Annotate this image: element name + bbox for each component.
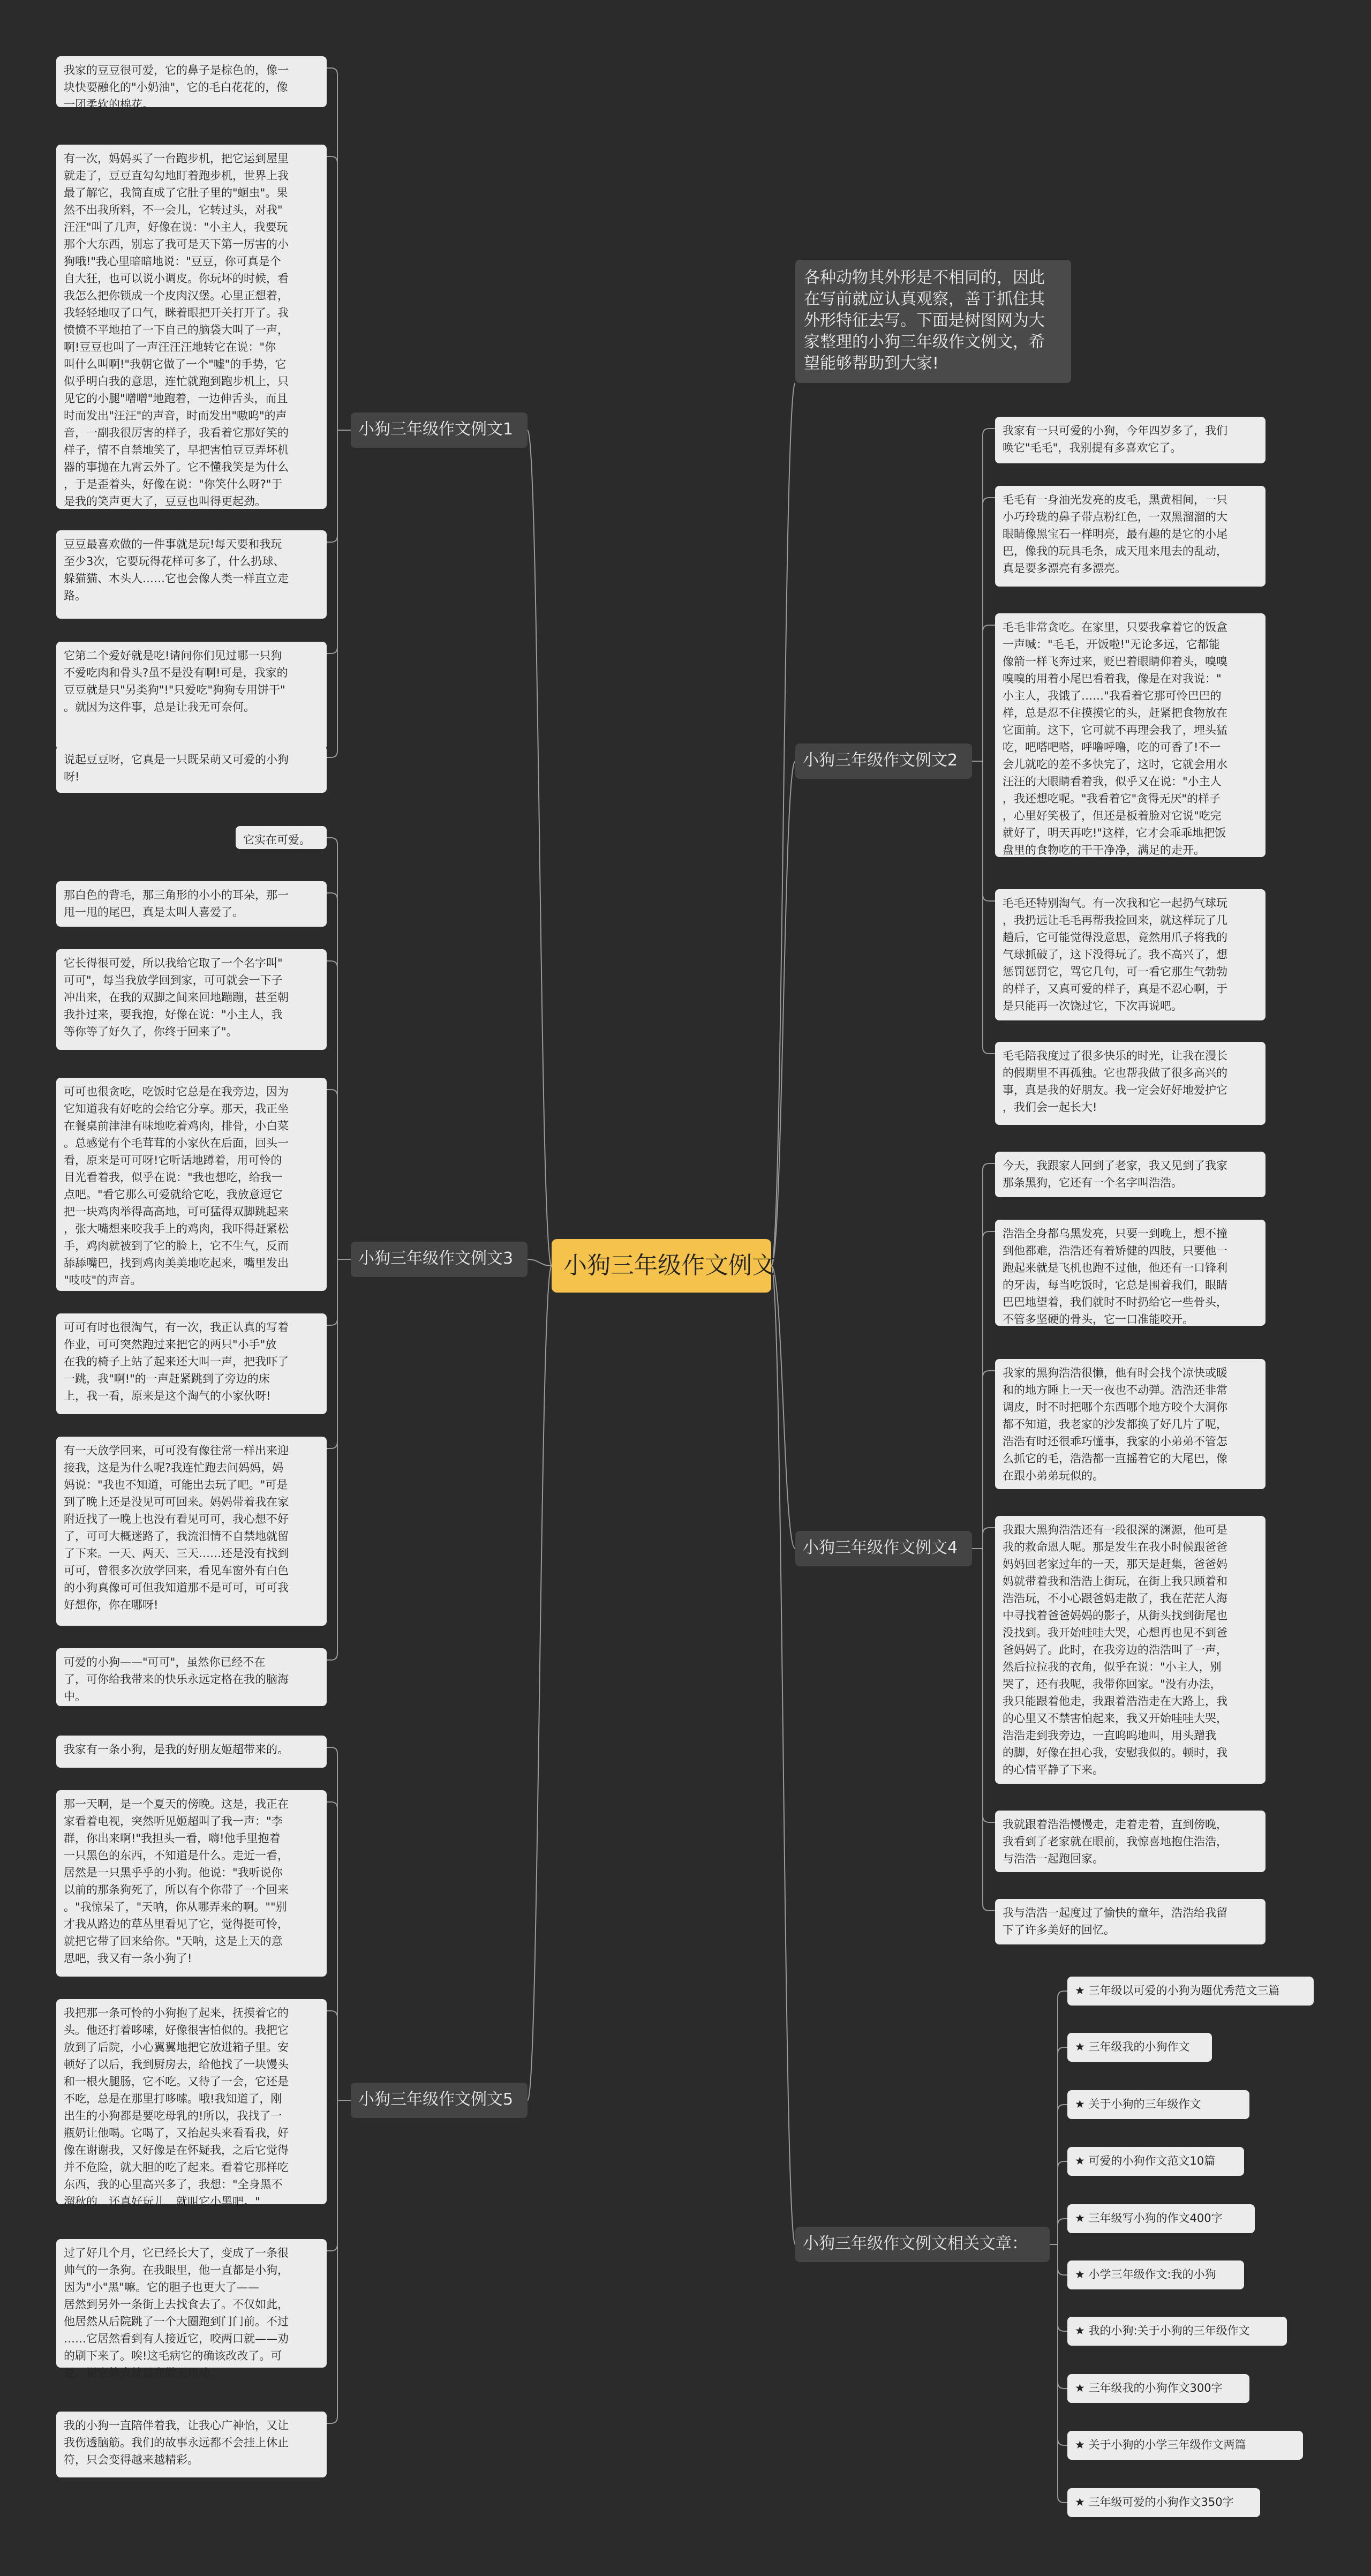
connector-line: [327, 2100, 351, 2251]
connector-line: [327, 1802, 351, 2100]
connector-line: [327, 1259, 351, 1325]
branch-essay-5[interactable]: 小狗三年级作文例文5: [351, 2083, 528, 2118]
connector-line: [972, 498, 995, 761]
branch-essay-4[interactable]: 小狗三年级作文例文4: [795, 1531, 972, 1566]
connector-line: [1050, 2105, 1067, 2244]
connector-line: [327, 1747, 351, 2100]
root-topic[interactable]: 小狗三年级作文例文: [552, 1239, 771, 1293]
connector-line: [771, 383, 795, 1266]
essay-4-paragraph-5: 我就跟着浩浩慢慢走，走着走着，直到傍晚， 我看到了老家就在眼前，我惊喜地抱住浩浩， 与浩浩一起跑回家。: [995, 1811, 1265, 1872]
connector-line: [327, 893, 351, 1259]
connector-line: [1050, 2244, 1067, 2331]
essay-1-paragraph-5: 说起豆豆呀，它真是一只既呆萌又可爱的小狗 呀!: [56, 746, 327, 793]
connector-line: [1050, 2161, 1067, 2244]
connector-line: [327, 68, 351, 430]
branch-essay-2[interactable]: 小狗三年级作文例文2: [795, 743, 972, 779]
essay-2-paragraph-2: 毛毛有一身油光发亮的皮毛，黑黄相间，一只 小巧玲珑的鼻子带点粉红色，一双黑溜溜的大 眼睛像黑宝石一样明亮，最有趣的是它的小尾 巴，像我的玩具毛条，成天甩来甩去的乱动， 真是要多漂亮有多漂亮。: [995, 486, 1265, 587]
essay-1-paragraph-1: 我家的豆豆很可爱，它的鼻子是棕色的，像一 块快要融化的"小奶油"，它的毛白花花的，像 一团柔软的棉花。: [56, 56, 327, 107]
intro-note: 各种动物其外形是不相同的，因此 在写前就应认真观察，善于抓住其 外形特征去写。下面是树图网为大 家整理的小狗三年级作文例文，希 望能够帮助到大家!: [795, 260, 1071, 383]
connector-line: [972, 1528, 995, 1549]
essay-5-paragraph-4: 过了好几个月，它已经长大了，变成了一条很 帅气的一条狗。在我眼里，他一直都是小狗， 因为"小"黑"嘛。它的胆子也更大了—— 居然到另外一条街上去找食去了。不仅如此， 他居然从后院跳了一个大圈跑到门门前。不过 ……它居然看到有人接近它，咬两口就——劝 的刷下来了。唉!这毛病它的确该改改了。可 是，说它简直就是在做无用功。: [56, 2239, 327, 2368]
connector-line: [528, 1266, 552, 2100]
essay-2-paragraph-5: 毛毛陪我度过了很多快乐的时光，让我在漫长 的假期里不再孤独。它也帮我做了很多高兴的 事，真是我的好朋友。我一定会好好地爱护它 ，我们会一起长大!: [995, 1042, 1265, 1125]
connector-line: [1050, 2244, 1067, 2503]
essay-5-paragraph-5: 我的小狗一直陪伴着我，让我心广神怡，又让 我伤透脑筋。我们的故事永远都不会挂上休止 符，只会变得越来越精彩。: [56, 2412, 327, 2477]
connector-line: [972, 1549, 995, 1822]
related-article-link[interactable]: ★ 三年级写小狗的作文400字: [1067, 2204, 1255, 2233]
connector-line: [972, 625, 995, 761]
essay-5-paragraph-3: 我把那一条可怜的小狗抱了起来，抚摸着它的 头。他还打着哆嗦，好像很害怕似的。我把它 放到了后院，小心翼翼地把它放进箱子里。安 顿好了以后，我到厨房去，给他找了一块馒头 和一根火腿肠，它不吃。又待了一会，它还是 不吃，总是在那里打哆嗦。哦!我知道了，刚 出生的小狗都是要吃母乳的!所以，我找了一 瓶奶让他喝。它喝了，又抬起头来看看我，好 像在谢谢我，又好像是在怀疑我，之后它觉得 并不危险，就大胆的吃了起来。看着它那样吃 东西，我的心里高兴多了，我想："全身黑不 溜秋的，还真好玩儿，就叫它小黑吧。": [56, 1999, 327, 2204]
connector-line: [1050, 2047, 1067, 2244]
essay-3-paragraph-1: 它实在可爱。: [236, 826, 327, 849]
related-article-link[interactable]: ★ 三年级我的小狗作文300字: [1067, 2374, 1249, 2403]
connector-line: [972, 429, 995, 761]
essay-5-paragraph-2: 那一天啊，是一个夏天的傍晚。这是，我正在 家看着电视，突然听见姬超叫了我一声："李 群，你出来啊!"我担头一看，嗨!他手里抱着 一只黑色的东西，不知道是什么。走近一看， 居然是一只黑乎乎的小狗。他说："我听说你 以前的那条狗死了，所以有个你带了一个回来 。"我惊呆了，"天呐，你从哪弄来的啊。""别 才我从路边的草丛里看见了它，觉得挺可怜， 就把它带了回来给你。"天呐，这是上天的意 思吧，我又有一条小狗了!: [56, 1790, 327, 1977]
essay-4-paragraph-6: 我与浩浩一起度过了愉快的童年，浩浩给我留 下了许多美好的回忆。: [995, 1899, 1265, 1944]
connector-line: [972, 1163, 995, 1549]
essay-5-paragraph-1: 我家有一条小狗，是我的好朋友姬超带来的。: [56, 1736, 327, 1768]
essay-4-paragraph-2: 浩浩全身都乌黑发亮，只要一到晚上，想不撞 到他都难，浩浩还有着矫健的四肢，只要他一 跑起来就是飞机也跑不过他，他还有一口锋利 的牙齿，每当吃饭时，它总是围着我们，眼睛 巴巴地望着，我们就时不时扔给它一些骨头， 不管多坚硬的骨头，它一口准能咬开。: [995, 1220, 1265, 1326]
connector-line: [528, 430, 552, 1266]
connector-line: [1050, 2244, 1067, 2389]
branch-essay-1[interactable]: 小狗三年级作文例文1: [351, 412, 528, 448]
connector-line: [327, 430, 351, 542]
essay-2-paragraph-3: 毛毛非常贪吃。在家里，只要我拿着它的饭盒 一声喊："毛毛，开饭啦!"无论多远，它都能 像箭一样飞奔过来，贬巴着眼睛仰着头，嗅嗅 嗅嗅的用着小尾巴看着我，像是在对我说：" 小主人，我饿了……"我看着它那可怜巴巴的 样，总是忍不住摸摸它的头，赶紧把食物放在 它面前。这下，它可就不再理会我了，埋头猛 吃，吧嗒吧嗒，呼噜呼噜，吃的可香了!不一 会儿就吃的差不多快完了，这时，它就会用水 汪汪的大眼睛看着我，似乎又在说："小主人 ，我还想吃呢。"我看着它"贪得无厌"的样子 ，心里好笑极了，但还是板着脸对它说"吃完 就好了，明天再吃!"这样，它才会乖乖地把饭 盘里的食物吃的干干净净，满足的走开。: [995, 613, 1265, 857]
connector-line: [528, 1259, 552, 1266]
connector-line: [327, 838, 351, 1259]
related-article-link[interactable]: ★ 三年级可爱的小狗作文350字: [1067, 2488, 1260, 2517]
connector-line: [327, 1090, 351, 1259]
essay-2-paragraph-4: 毛毛还特别淘气。有一次我和它一起扔气球玩 ，我扔远让毛毛再帮我捡回来，就这样玩了几 趟后，它可能觉得没意思，竟然用爪子将我的 气球抓破了，这下没得玩了。我不高兴了，想 惩罚惩罚它，骂它几句，可一看它那生气勃勃 的样子，又真可爱的样子，真是不忍心啊，于 是只能再一次饶过它，下次再说吧。: [995, 889, 1265, 1020]
connector-line: [327, 961, 351, 1259]
connector-line: [972, 1231, 995, 1549]
essay-3-paragraph-3: 它长得很可爱，所以我给它取了一个名字叫" 可可"，每当我放学回到家，可可就会一下子 冲出来，在我的双脚之间来回地蹦蹦，甚至朝 我扑过来，要我抱，好像在说："小主人，我 等你等了好久了，你终于回来了"。: [56, 949, 327, 1050]
essay-4-paragraph-1: 今天，我跟家人回到了老家，我又见到了我家 那条黑狗，它还有一个名字叫浩浩。: [995, 1152, 1265, 1197]
connector-line: [972, 1371, 995, 1549]
essay-3-paragraph-6: 有一天放学回来，可可没有像往常一样出来迎 接我，这是为什么呢?我连忙跑去问妈妈，妈 妈说："我也不知道，可能出去玩了吧。"可是 到了晚上还是没见可可回来。妈妈带着我在家 附近找了一晚上也没有看见可可，我心想不好 了，可可大概迷路了，我流泪情不自禁地就留 了下来。一天、两天、三天……还是没有找到 可可，曾很多次放学回来，看见车窗外有白色 的小狗真像可可但我知道那不是可可，可可我 好想你，你在哪呀!: [56, 1437, 327, 1626]
essay-3-paragraph-2: 那白色的背毛，那三角形的小小的耳朵，那一 甩一甩的尾巴，真是太叫人喜爱了。: [56, 881, 327, 927]
essay-3-paragraph-7: 可爱的小狗——"可可"，虽然你已经不在 了，可你给我带来的快乐永远定格在我的脑海 中。: [56, 1648, 327, 1706]
essay-4-paragraph-3: 我家的黑狗浩浩很懒，他有时会找个凉快或暖 和的地方睡上一天一夜也不动弹。浩浩还非常 调皮，时不时把哪个东西哪个地方咬个大洞你 都不知道，我老家的沙发都换了好几片了呢， 浩浩有时还很乖巧懂事，我家的小弟弟不管怎 么抓它的毛，浩浩都一直摇着它的大尾巴，像 在跟小弟弟玩似的。: [995, 1359, 1265, 1489]
connector-line: [327, 156, 351, 430]
essay-3-paragraph-5: 可可有时也很淘气，有一次，我正认真的写着 作业，可可突然跑过来把它的两只"小手"放 在我的椅子上站了起来还大叫一声，把我吓了 一跳，我"啊!"的一声赶紧跳到了旁边的床 上，我一看，原来是这个淘气的小家伙呀!: [56, 1313, 327, 1414]
connector-line: [327, 2011, 351, 2100]
essay-1-paragraph-3: 豆豆最喜欢做的一件事就是玩!每天要和我玩 至少3次，它要玩得花样可多了，什么扔球、 躲猫猫、木头人……它也会像人类一样直立走 路。: [56, 530, 327, 619]
related-article-link[interactable]: ★ 三年级以可爱的小狗为题优秀范文三篇: [1067, 1977, 1314, 2006]
connector-line: [1050, 2244, 1067, 2275]
related-article-link[interactable]: ★ 关于小狗的小学三年级作文两篇: [1067, 2431, 1303, 2460]
essay-3-paragraph-4: 可可也很贪吃，吃饭时它总是在我旁边，因为 它知道我有好吃的会给它分享。那天，我正坐 在餐桌前津津有味地吃着鸡肉，排骨，小白菜 。总感觉有个毛茸茸的小家伙在后面，回头一 看，原来是可可呀!它听话地蹲着，用可怜的 目光看着我，似乎在说："我也想吃，给我一 点吧。"看它那么可爱就给它吃，我放意逗它 把一块鸡肉举得高高地，可可猛得双脚跳起来 ，张大嘴想来咬我手上的鸡肉，我吓得赶紧松 手，鸡肉就被到了它的脸上，它不生气，反而 舔舔嘴巴，找到鸡肉美美地吃起来，嘴里发出 "吱吱"的声音。: [56, 1078, 327, 1291]
essay-2-paragraph-1: 我家有一只可爱的小狗，今年四岁多了，我们 唤它"毛毛"，我别提有多喜欢它了。: [995, 417, 1265, 463]
essay-1-paragraph-4: 它第二个爱好就是吃!请问你们见过哪一只狗 不爱吃肉和骨头?虽不是没有啊!可是，我家的 豆豆就是只"另类狗"!"只爱吃"狗狗专用饼干" 。就因为这件事，总是让我无可奈何。: [56, 642, 327, 750]
branch-essay-3[interactable]: 小狗三年级作文例文3: [351, 1242, 528, 1277]
related-article-link[interactable]: ★ 关于小狗的三年级作文: [1067, 2090, 1249, 2119]
connector-line: [327, 1259, 351, 1660]
connector-line: [1050, 2219, 1067, 2244]
related-article-link[interactable]: ★ 可爱的小狗作文范文10篇: [1067, 2147, 1244, 2176]
connector-line: [972, 761, 995, 901]
connector-line: [327, 2100, 351, 2423]
connector-line: [327, 1259, 351, 1448]
essay-4-paragraph-4: 我跟大黑狗浩浩还有一段很深的渊源，他可是 我的救命恩人呢。那是发生在我小时候跟爸爸 妈妈回老家过年的一天，那天是赶集，爸爸妈 妈就带着我和浩浩上街玩，在街上我只顾着和 浩浩玩，不小心跟爸妈走散了，我在茫茫人海 中寻找着爸爸妈妈的影子，从街头找到街尾也 没找到。我开始哇哇大哭，心想再也见不到爸 爸妈妈了。此时，在我旁边的浩浩叫了一声， 然后拉拉我的衣角，似乎在说："小主人，别 哭了，还有我呢，我带你回家。"没有办法， 我只能跟着他走，我跟着浩浩走在大路上，我 的心里又不禁害怕起来，我又开始哇哇大哭， 浩浩走到我旁边，一直呜呜地叫，用头蹭我 的脚，好像在担心我，安慰我似的。顿时，我 的心情平静了下来。: [995, 1516, 1265, 1784]
connector-line: [972, 761, 995, 1054]
related-article-link[interactable]: ★ 我的小狗:关于小狗的三年级作文: [1067, 2317, 1287, 2346]
connector-line: [972, 1549, 995, 1911]
essay-1-paragraph-2: 有一次，妈妈买了一台跑步机，把它运到屋里 就走了，豆豆直勾勾地盯着跑步机，世界上我 最了解它，我简直成了它肚子里的"蛔虫"。果 然不出我所料，不一会儿，它转过头，对我" 汪汪"叫了几声，好像在说："小主人，我要玩 那个大东西，别忘了我可是天下第一厉害的小 狗哦!"我心里暗暗地说："豆豆，你可真是个 自大狂，也可以说小调皮。你玩坏的时候，看 我怎么把你锁成一个皮肉汉堡。心里正想着， 我轻轻地叹了口气，眯着眼把开关打开了。我 愤愤不平地拍了一下自己的脑袋大叫了一声， 啊!豆豆也叫了一声汪汪汪地转它在说："你 叫什么叫啊!"我朝它做了一个"嘘"的手势，它 似乎明白我的意思，连忙就跑到跑步机上，只 见它的小腿"噌噌"地跑着，一边伸舌头，而且 时而发出"汪汪"的声音，时而发出"嗷呜"的声 音，一副我很厉害的样子，我看着它那好笑的 样子，情不自禁地笑了，早把害怕豆豆弄坏机 器的事抛在九霄云外了。它不懂我笑是为什么 ，于是歪着头，好像在说："你笑什么呀?"于 是我的笑声更大了，豆豆也叫得更起劲。: [56, 145, 327, 509]
branch-related-articles[interactable]: 小狗三年级作文例文相关文章：: [795, 2227, 1050, 2262]
connector-line: [1050, 1991, 1067, 2244]
related-article-link[interactable]: ★ 三年级我的小狗作文: [1067, 2033, 1212, 2062]
related-article-link[interactable]: ★ 小学三年级作文:我的小狗: [1067, 2260, 1244, 2289]
connector-line: [327, 430, 351, 757]
